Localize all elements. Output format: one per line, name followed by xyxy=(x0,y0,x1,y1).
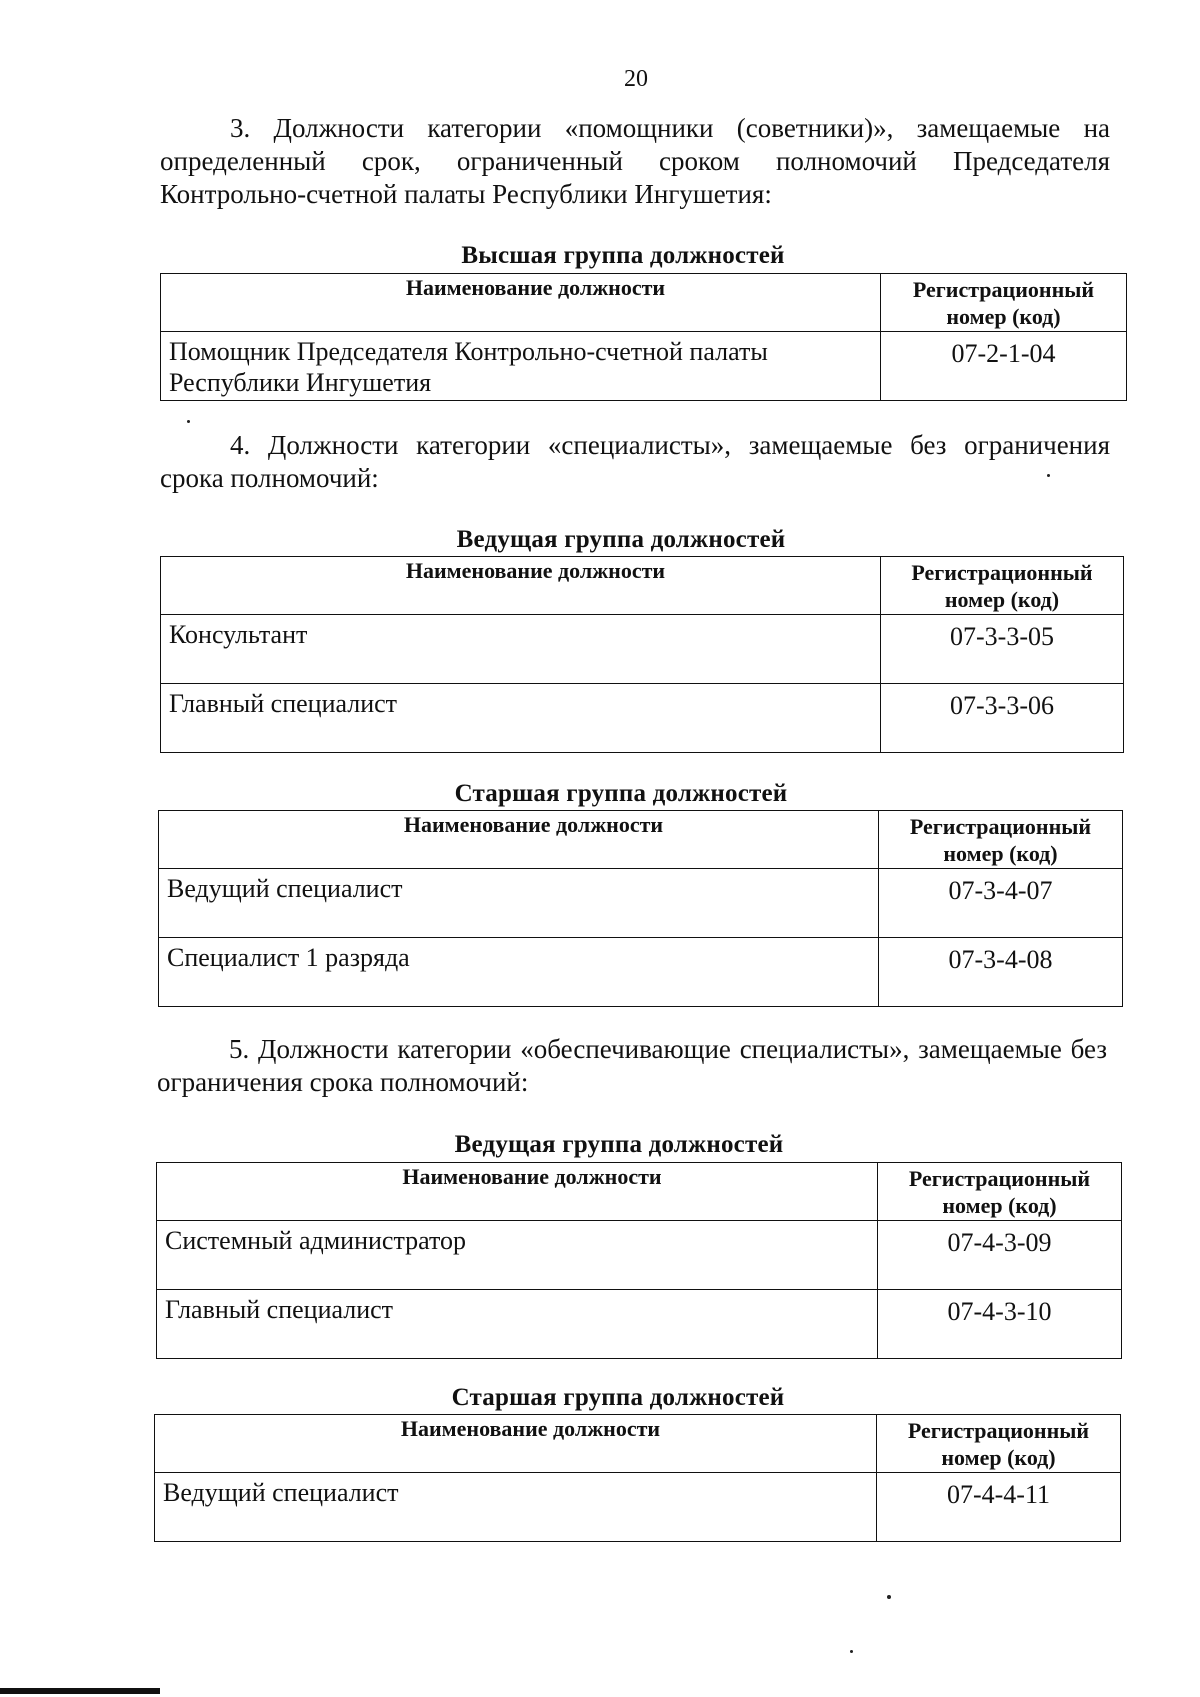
position-code: 07-3-3-05 xyxy=(881,615,1124,684)
column-header-code: Регистрационный номер (код) xyxy=(881,274,1127,332)
table-leading-group xyxy=(160,556,1124,753)
section-3-paragraph xyxy=(160,112,1110,211)
group-title-support-senior: Старшая группа должностей xyxy=(451,1384,785,1411)
column-header-code: Регистрационный номер (код) xyxy=(879,811,1123,869)
position-code: 07-4-3-10 xyxy=(878,1290,1122,1359)
column-header-name: Наименование должности xyxy=(155,1415,877,1473)
column-header-name: Наименование должности xyxy=(161,557,881,615)
position-name: Помощник Председателя Контрольно-счетной палаты Республики Ингушетия xyxy=(161,332,881,401)
column-header-name: Наименование должности xyxy=(159,811,879,869)
table-header-row xyxy=(161,557,1124,615)
table-header-row xyxy=(157,1163,1122,1221)
position-code: 07-2-1-04 xyxy=(881,332,1127,401)
table-row xyxy=(161,684,1124,753)
page-number: 20 xyxy=(624,66,648,92)
position-code: 07-3-4-07 xyxy=(879,869,1123,938)
table-support-senior-group xyxy=(154,1414,1121,1542)
table-higher-group xyxy=(160,273,1127,401)
table-row xyxy=(157,1221,1122,1290)
section-5-text: 5. Должности категории «обеспечивающие специалисты», замещаемые без ограничения срока полномочий: xyxy=(157,1034,1107,1097)
table-row xyxy=(159,938,1123,1007)
column-header-code: Регистрационный номер (код) xyxy=(881,557,1124,615)
group-title-support-leading: Ведущая группа должностей xyxy=(454,1131,784,1158)
section-3-text: 3. Должности категории «помощники (советники)», замещаемые на определенный срок, ограниченный сроком полномочий Председателя Контрольно-счетной палаты Республики Ингушетия: xyxy=(160,113,1110,209)
position-code: 07-3-3-06 xyxy=(881,684,1124,753)
position-name: Главный специалист xyxy=(157,1290,878,1359)
position-code: 07-4-4-11 xyxy=(877,1473,1121,1542)
group-title-senior: Старшая группа должностей xyxy=(454,780,788,807)
position-name: Специалист 1 разряда xyxy=(159,938,879,1007)
scan-speck xyxy=(187,420,190,423)
scan-speck xyxy=(1047,474,1050,477)
table-row xyxy=(155,1473,1121,1542)
table-support-leading-group xyxy=(156,1162,1122,1359)
table-header-row xyxy=(159,811,1123,869)
section-4-paragraph xyxy=(160,429,1110,495)
scan-speck xyxy=(887,1595,891,1599)
section-5-paragraph xyxy=(157,1033,1107,1099)
scan-edge-mark xyxy=(0,1688,160,1694)
column-header-code: Регистрационный номер (код) xyxy=(878,1163,1122,1221)
table-row xyxy=(161,615,1124,684)
table-header-row xyxy=(155,1415,1121,1473)
group-title-higher: Высшая группа должностей xyxy=(461,242,785,269)
position-name: Консультант xyxy=(161,615,881,684)
column-header-name: Наименование должности xyxy=(161,274,881,332)
table-row xyxy=(161,332,1127,401)
table-senior-group xyxy=(158,810,1123,1007)
column-header-code: Регистрационный номер (код) xyxy=(877,1415,1121,1473)
column-header-name: Наименование должности xyxy=(157,1163,878,1221)
position-code: 07-3-4-08 xyxy=(879,938,1123,1007)
table-header-row xyxy=(161,274,1127,332)
section-4-text: 4. Должности категории «специалисты», замещаемые без ограничения срока полномочий: xyxy=(160,430,1110,493)
position-name: Системный администратор xyxy=(157,1221,878,1290)
position-name: Ведущий специалист xyxy=(159,869,879,938)
group-title-leading: Ведущая группа должностей xyxy=(456,526,786,553)
position-name: Главный специалист xyxy=(161,684,881,753)
position-name: Ведущий специалист xyxy=(155,1473,877,1542)
table-row xyxy=(159,869,1123,938)
scan-speck xyxy=(850,1650,853,1653)
table-row xyxy=(157,1290,1122,1359)
position-code: 07-4-3-09 xyxy=(878,1221,1122,1290)
